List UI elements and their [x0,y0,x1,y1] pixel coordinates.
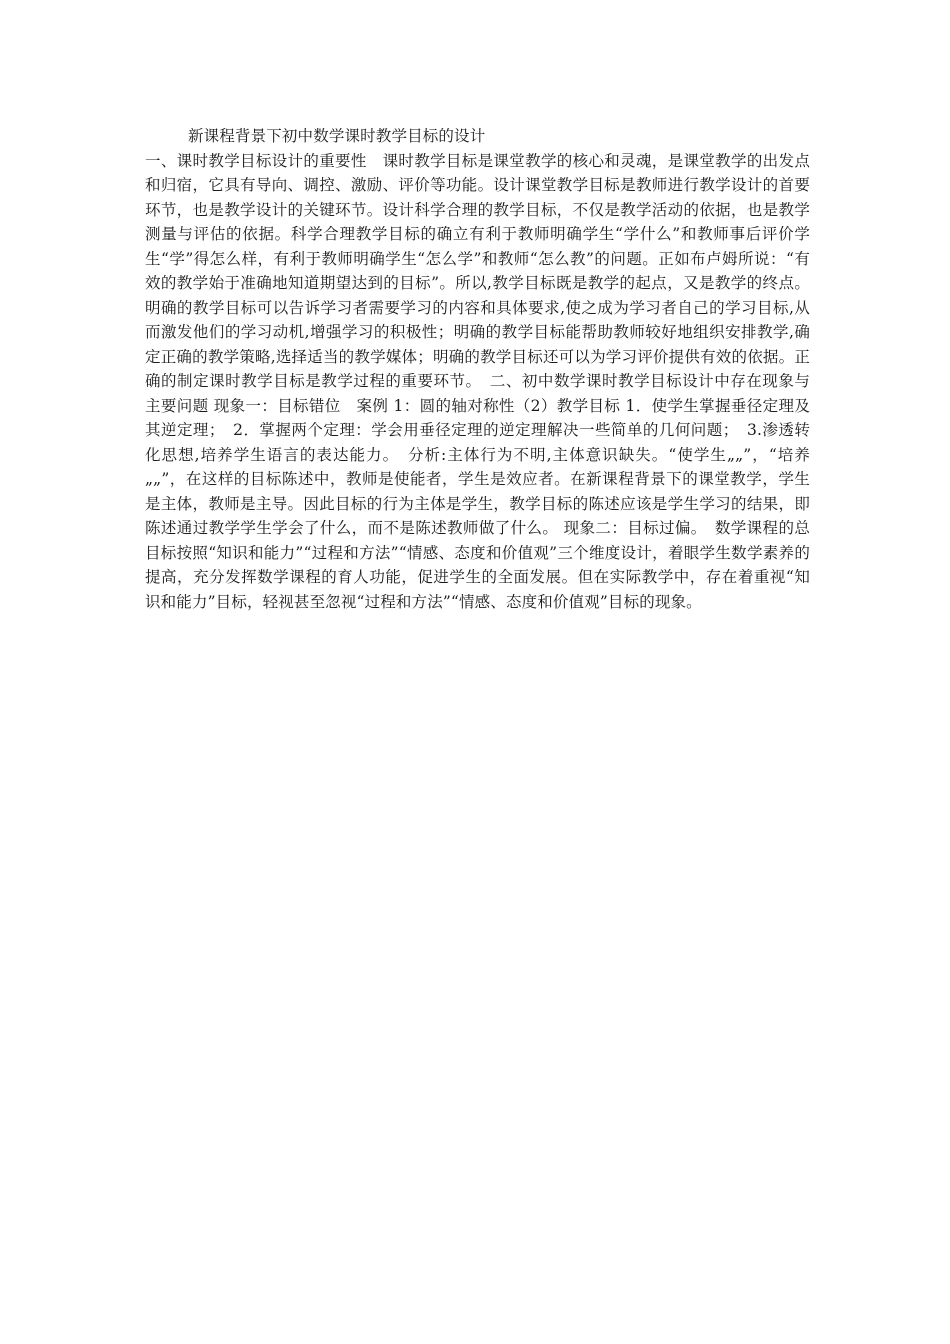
document-body: 一、课时教学目标设计的重要性 课时教学目标是课堂教学的核心和灵魂，是课堂教学的出发点和归宿，它具有导向、调控、激励、评价等功能。设计课堂教学目标是教师进行教学设计的首要环节，也是教学设计的关键环节。设计科学合理的教学目标，不仅是教学活动的依据，也是教学测量与评估的依据。科学合理教学目标的确立有利于教师明确学生“学什么”和教师事后评价学生“学”得怎么样，有利于教师明确学生“怎么学”和教师“怎么教”的问题。正如布卢姆所说：“有效的教学始于准确地知道期望达到的目标”。所以,教学目标既是教学的起点，又是教学的终点。明确的教学目标可以告诉学习者需要学习的内容和具体要求,使之成为学习者自己的学习目标,从而激发他们的学习动机,增强学习的积极性；明确的教学目标能帮助教师较好地组织安排教学,确定正确的教学策略,选择适当的教学媒体；明确的教学目标还可以为学习评价提供有效的依据。正确的制定课时教学目标是教学过程的重要环节。 二、初中数学课时教学目标设计中存在现象与主要问题 现象一：目标错位 案例 1：圆的轴对称性（2）教学目标 1．使学生掌握垂径定理及其逆定理； 2．掌握两个定理：学会用垂径定理的逆定理解决一些简单的几何问题； 3.渗透转化思想,培养学生语言的表达能力。 分析:主体行为不明,主体意识缺失。“使学生„„”，“培养„„”，在这样的目标陈述中，教师是使能者，学生是效应者。在新课程背景下的课堂教学，学生是主体，教师是主导。因此目标的行为主体是学生，教学目标的陈述应该是学生学习的结果，即陈述通过教学学生学会了什么，而不是陈述教师做了什么。 现象二：目标过偏。 数学课程的总目标按照“知识和能力”“过程和方法”“情感、态度和价值观”三个维度设计，着眼学生数学素养的提高，充分发挥数学课程的育人功能，促进学生的全面发展。但在实际教学中，存在着重视“知识和能力”目标，轻视甚至忽视“过程和方法”“情感、态度和价值观”目标的现象。 [145,151,810,611]
document-title: 新课程背景下初中数学课时教学目标的设计 [188,127,486,145]
document-content [145,124,810,614]
